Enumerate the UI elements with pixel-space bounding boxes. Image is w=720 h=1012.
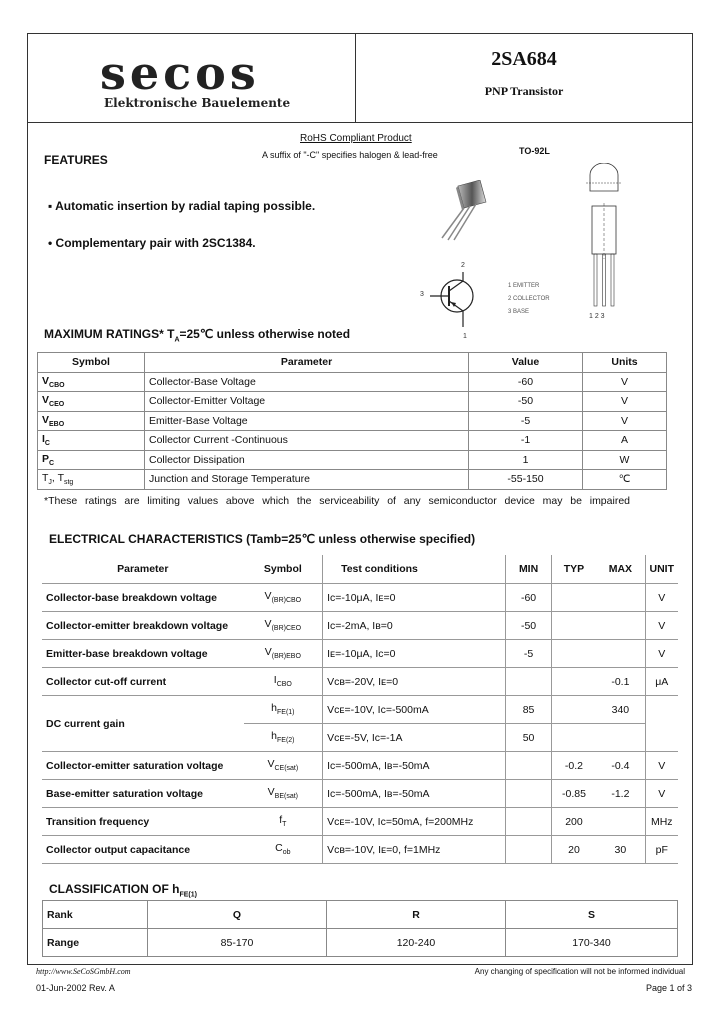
footer-notice: Any changing of specification will not be informed individual <box>474 967 685 976</box>
unit-cell: μA <box>645 668 678 696</box>
max-cell <box>596 724 645 752</box>
condition-cell: Vᴄᴇ=-10V, Iᴄ=-500mA <box>323 696 506 724</box>
part-number: 2SA684 <box>491 48 557 70</box>
table-row <box>38 411 667 431</box>
rank-label-cell: Rank <box>43 901 148 929</box>
header-vertical-divider <box>355 33 356 122</box>
pin-list-item: 3 BASE <box>508 309 530 315</box>
symbol-cell: $I_{CBO}$ <box>244 668 323 696</box>
value-cell: -1 <box>469 431 583 451</box>
pin-list-item: 1 EMITTER <box>508 283 540 289</box>
max-cell <box>596 808 645 836</box>
symbol-cell: $f_T$ <box>244 808 323 836</box>
value-cell: 1 <box>469 450 583 470</box>
parameter-cell: Base-emitter saturation voltage <box>42 780 244 808</box>
package-photo-icon <box>428 180 494 242</box>
symbol-cell: $V_{(BR)CEO}$ <box>244 612 323 640</box>
max-cell <box>596 640 645 668</box>
min-cell <box>506 780 551 808</box>
parameter-cell: Collector Current -Continuous <box>145 431 469 451</box>
typ-cell <box>551 612 596 640</box>
electrical-heading: ELECTRICAL CHARACTERISTICS (Tamb=25℃ unless otherwise specified) <box>49 532 476 546</box>
value-cell: -50 <box>469 392 583 412</box>
unit-cell: W <box>583 450 667 470</box>
pin-list-item: 2 COLLECTOR <box>508 296 550 302</box>
max-cell <box>596 612 645 640</box>
unit-cell: pF <box>645 836 678 864</box>
rank-cell: S <box>506 901 678 929</box>
unit-cell: V <box>645 752 678 780</box>
parameter-cell: Emitter-base breakdown voltage <box>42 640 244 668</box>
unit-cell: V <box>583 372 667 392</box>
unit-cell: V <box>583 411 667 431</box>
symbol-cell: $V_{(BR)CBO}$ <box>244 584 323 612</box>
pnp-transistor-symbol-icon <box>425 272 480 332</box>
typ-cell: 20 <box>551 836 596 864</box>
symbol-cell: $V_{CE(sat)}$ <box>244 752 323 780</box>
unit-cell: V <box>583 392 667 412</box>
min-cell <box>506 668 551 696</box>
header-divider <box>27 122 693 123</box>
table-row <box>42 808 678 836</box>
typ-cell <box>551 640 596 668</box>
table-row <box>42 836 678 864</box>
column-header: Parameter <box>42 555 244 584</box>
symbol-cell: $h_{FE(2)}$ <box>244 724 323 752</box>
unit-cell: V <box>645 640 678 668</box>
column-header: MIN <box>506 555 551 584</box>
parameter-cell: Collector-emitter saturation voltage <box>42 752 244 780</box>
table-row <box>42 668 678 696</box>
max-cell: -0.4 <box>596 752 645 780</box>
parameter-cell: Collector-emitter breakdown voltage <box>42 612 244 640</box>
footer-page-number: Page 1 of 3 <box>645 983 692 993</box>
parameter-cell: Emitter-Base Voltage <box>145 411 469 431</box>
symbol-cell: $V_{EBO}$ <box>38 411 145 431</box>
rohs-title: RoHS Compliant Product <box>300 133 412 144</box>
unit-cell: V <box>645 612 678 640</box>
rohs-suffix-note: A suffix of "-C" specifies halogen & lead-free <box>262 150 438 160</box>
footer-date-revision: 01-Jun-2002 Rev. A <box>36 983 115 993</box>
condition-cell: Iᴇ=-10μA, Iᴄ=0 <box>323 640 506 668</box>
parameter-cell: Collector Dissipation <box>145 450 469 470</box>
unit-cell: V <box>645 584 678 612</box>
condition-cell: Iᴄ=-500mA, Iʙ=-50mA <box>323 752 506 780</box>
condition-cell: Vᴄᴇ=-10V, Iᴄ=50mA, f=200MHz <box>323 808 506 836</box>
min-cell <box>506 836 551 864</box>
table-row <box>42 780 678 808</box>
min-cell: 85 <box>506 696 551 724</box>
range-cell: 170-340 <box>506 929 678 957</box>
symbol-pin-label: 2 <box>461 262 465 269</box>
max-ratings-heading: MAXIMUM RATINGS* $T_A=25℃$ unless otherwise noted <box>44 327 351 344</box>
table-row <box>42 696 678 724</box>
symbol-cell: $h_{FE(1)}$ <box>244 696 323 724</box>
symbol-cell: $V_{(BR)EBO}$ <box>244 640 323 668</box>
symbol-cell: $V_{CEO}$ <box>38 392 145 412</box>
features-heading: FEATURES <box>44 153 108 167</box>
parameter-cell: Junction and Storage Temperature <box>145 470 469 490</box>
max-cell: 30 <box>596 836 645 864</box>
classification-table <box>42 900 678 957</box>
rank-cell: Q <box>148 901 327 929</box>
symbol-pin-label: 1 <box>463 333 467 340</box>
min-cell: -60 <box>506 584 551 612</box>
parameter-cell: Transition frequency <box>42 808 244 836</box>
max-ratings-table <box>37 352 667 490</box>
feature-item: ▪ Automatic insertion by radial taping possible. <box>48 199 316 213</box>
typ-cell: -0.2 <box>551 752 596 780</box>
symbol-pin-label: 3 <box>420 291 424 298</box>
package-outline-icon <box>580 163 630 313</box>
max-cell <box>596 584 645 612</box>
table-row <box>43 929 678 957</box>
table-row <box>42 752 678 780</box>
range-cell: 120-240 <box>327 929 506 957</box>
footer-url-link[interactable]: http://www.SeCoSGmbH.com <box>36 967 131 976</box>
value-cell: -55-150 <box>469 470 583 490</box>
parameter-cell: DC current gain <box>42 696 244 752</box>
table-row <box>42 584 678 612</box>
unit-cell <box>645 696 678 752</box>
condition-cell: Iᴄ=-2mA, Iʙ=0 <box>323 612 506 640</box>
table-row <box>38 392 667 412</box>
column-header: UNIT <box>645 555 678 584</box>
range-cell: 85-170 <box>148 929 327 957</box>
ratings-footnote: *These ratings are limiting values above which the serviceability of any semiconductor device may be impaired <box>44 495 630 507</box>
column-header: Value <box>469 353 583 373</box>
unit-cell: V <box>645 780 678 808</box>
max-cell: 340 <box>596 696 645 724</box>
package-name: TO-92L <box>519 146 550 156</box>
column-header: MAX <box>596 555 645 584</box>
parameter-cell: Collector-Emitter Voltage <box>145 392 469 412</box>
rank-cell: R <box>327 901 506 929</box>
table-row <box>38 431 667 451</box>
typ-cell <box>551 724 596 752</box>
max-cell: -0.1 <box>596 668 645 696</box>
typ-cell <box>551 668 596 696</box>
symbol-cell: $T_J$, $T_{stg}$ <box>38 470 145 490</box>
table-row <box>42 612 678 640</box>
symbol-cell: $V_{BE(sat)}$ <box>244 780 323 808</box>
condition-cell: Vᴄᴇ=-5V, Iᴄ=-1A <box>323 724 506 752</box>
symbol-cell: $C_{ob}$ <box>244 836 323 864</box>
column-header: Units <box>583 353 667 373</box>
parameter-cell: Collector cut-off current <box>42 668 244 696</box>
condition-cell: Vᴄʙ=-10V, Iᴇ=0, f=1MHz <box>323 836 506 864</box>
company-tagline: Elektronische Bauelemente <box>104 96 291 110</box>
min-cell <box>506 808 551 836</box>
unit-cell: A <box>583 431 667 451</box>
feature-item: • Complementary pair with 2SC1384. <box>48 236 256 250</box>
part-type: PNP Transistor <box>484 84 564 98</box>
symbol-cell: $P_C$ <box>38 450 145 470</box>
min-cell: -50 <box>506 612 551 640</box>
table-row <box>42 640 678 668</box>
table-row <box>38 372 667 392</box>
table-row <box>38 450 667 470</box>
column-header: Symbol <box>244 555 323 584</box>
typ-cell: 200 <box>551 808 596 836</box>
unit-cell: ℃ <box>583 470 667 490</box>
column-header: Symbol <box>38 353 145 373</box>
typ-cell <box>551 696 596 724</box>
value-cell: -5 <box>469 411 583 431</box>
max-cell: -1.2 <box>596 780 645 808</box>
condition-cell: Iᴄ=-500mA, Iʙ=-50mA <box>323 780 506 808</box>
symbol-cell: $V_{CBO}$ <box>38 372 145 392</box>
parameter-cell: Collector output capacitance <box>42 836 244 864</box>
min-cell <box>506 752 551 780</box>
unit-cell: MHz <box>645 808 678 836</box>
condition-cell: Iᴄ=-10μA, Iᴇ=0 <box>323 584 506 612</box>
electrical-characteristics-table <box>42 555 678 864</box>
table-row <box>43 901 678 929</box>
company-logo: secos <box>100 46 260 100</box>
package-pin-numbers: 1 2 3 <box>589 313 605 320</box>
condition-cell: Vᴄʙ=-20V, Iᴇ=0 <box>323 668 506 696</box>
column-header: Test conditions <box>323 555 506 584</box>
table-header-row <box>38 353 667 373</box>
parameter-cell: Collector-base breakdown voltage <box>42 584 244 612</box>
min-cell: 50 <box>506 724 551 752</box>
column-header: Parameter <box>145 353 469 373</box>
range-label-cell: Range <box>43 929 148 957</box>
typ-cell <box>551 584 596 612</box>
table-header-row <box>42 555 678 584</box>
classification-heading: CLASSIFICATION OF $h_{FE(1)}$ <box>49 882 197 899</box>
table-row <box>38 470 667 490</box>
symbol-cell: $I_C$ <box>38 431 145 451</box>
value-cell: -60 <box>469 372 583 392</box>
typ-cell: -0.85 <box>551 780 596 808</box>
column-header: TYP <box>551 555 596 584</box>
parameter-cell: Collector-Base Voltage <box>145 372 469 392</box>
min-cell: -5 <box>506 640 551 668</box>
